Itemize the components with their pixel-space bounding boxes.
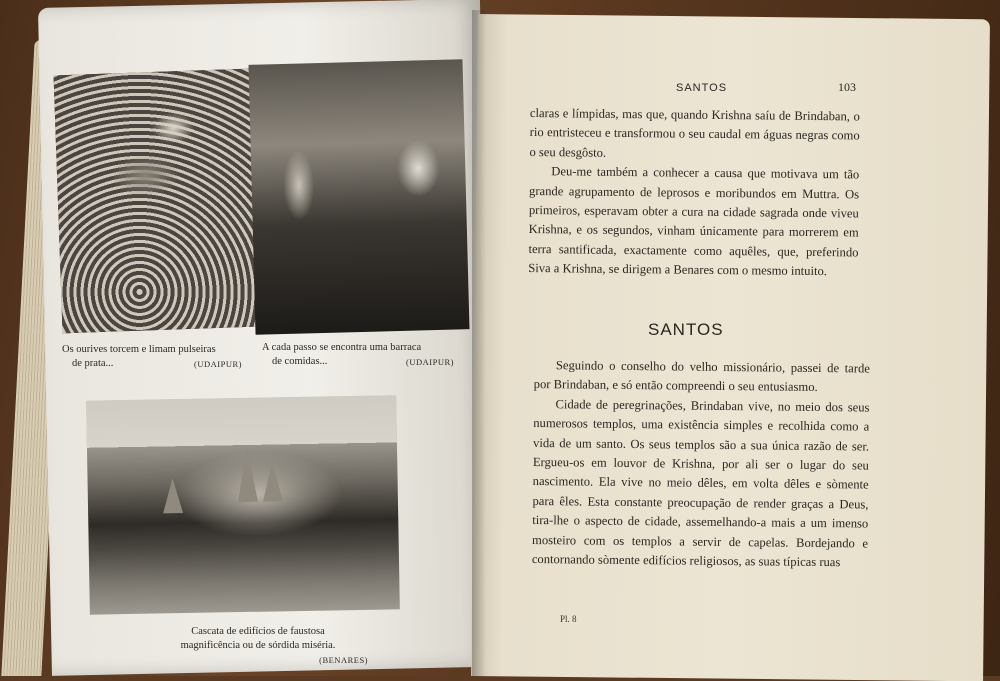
temple-spire — [262, 461, 283, 501]
caption-location: (UDAIPUR) — [406, 357, 454, 367]
temple-spire — [163, 478, 184, 513]
paragraph: Cidade de peregrinações, Brindaban vive, no meio dos seus numerosos templos, uma existência simples e recolhida como a vida de um santo. Os seus templos são a sua única razão de ser. Ergueu-os em louvor de Krishna, por ali ser o lugar do seu nascimento. Ela vive no meio dêles, em volta dêles e sòmente para êles. Esta constante preocupação de render graças a Deus, tira-lhe o aspecto de cidade, assemelhando-a mais a um imenso mosteiro com os templos a servir de capelas. Bordejando e contornando sòmente edifícios religiosos, as suas típicas ruas — [531, 397, 870, 570]
caption-line: de comidas... — [272, 356, 328, 367]
caption-location: (UDAIPUR) — [194, 359, 242, 369]
running-head: SANTOS — [676, 82, 728, 94]
photo-food-stall — [249, 59, 470, 335]
paragraph: Deu-me também a conhecer a causa que motivava um tão grande agrupamento de leprosos e moribundos em Muttra. Os primeiros, esperavam obter a cura na cidade sagrada onde viveu Krishna, e os segundos, vinham únicamente para morrerem em terra santificada, exactamente como aquêles, que, preferindo Siva a Krishna, se dirigem a Benares com o mesmo intuito. — [528, 164, 860, 279]
caption-food-stall — [262, 341, 454, 369]
caption-line: magnificência ou de sórdida miséria. — [180, 640, 336, 651]
book-gutter — [472, 10, 486, 676]
caption-line: Os ourives torcem e limam pulseiras — [62, 344, 216, 355]
caption-line: Cascata de edifícios de faustosa — [191, 626, 325, 637]
photo-benares-ghats — [86, 395, 400, 614]
caption-silversmiths — [62, 343, 242, 371]
plate-mark: Pl. 8 — [560, 614, 577, 624]
body-text-bottom — [532, 356, 870, 573]
page-number: 103 — [838, 80, 856, 94]
temple-spire — [237, 447, 258, 502]
caption-line: de prata... — [72, 358, 114, 369]
caption-benares — [148, 625, 368, 667]
section-heading: SANTOS — [648, 320, 724, 339]
caption-location: (BENARES) — [319, 655, 368, 665]
paragraph: claras e límpidas, mas que, quando Krishna saíu de Brindaban, o rio entristeceu e transformou o seu caudal em águas negras como o seu desgôsto. — [529, 105, 860, 160]
body-text-top — [528, 104, 860, 282]
photo-silversmiths — [54, 69, 259, 334]
paragraph: Seguindo o conselho do velho missionário, passei de tarde por Brindaban, e só então compreendi o seu entusiasmo. — [533, 358, 870, 395]
caption-line: A cada passo se encontra uma barraca — [262, 342, 422, 353]
